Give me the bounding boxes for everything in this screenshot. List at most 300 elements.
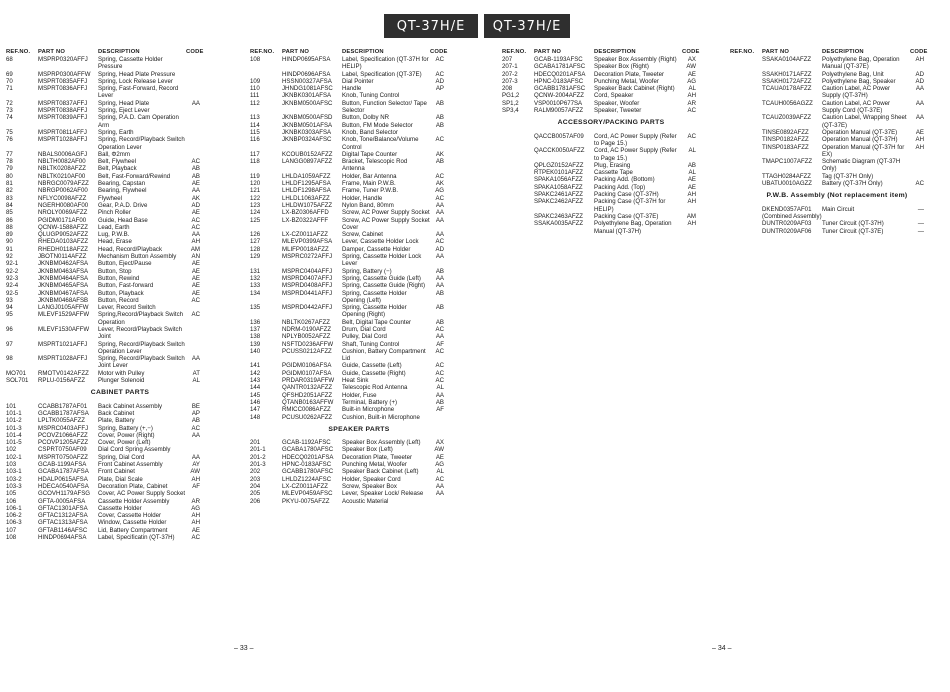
part-row (248, 319, 470, 326)
part-description: Cover, Power (Right) (98, 431, 155, 439)
part-code: AY (192, 461, 200, 469)
part-code (430, 129, 444, 136)
part-number: NBLTK0210AF00 (38, 172, 86, 180)
part-number: NGERH0080AF00 (38, 201, 89, 209)
part-description: Screw, AC Power Supply Socket Cover (342, 216, 430, 231)
part-description: Cassette Holder Assembly (98, 497, 170, 505)
part-number: HINDP0696AFSA (282, 70, 331, 78)
part-number: PCUSU0262AFZZ (282, 413, 333, 421)
model-banner-left: QT-37H/E (384, 14, 478, 38)
part-ref: 118 (250, 158, 260, 166)
part-code: AE (191, 282, 200, 290)
part-code: AL (436, 468, 444, 476)
parts-column-1 (4, 46, 236, 541)
part-ref: 142 (250, 369, 261, 377)
part-ref: 124 (250, 209, 261, 217)
part-ref: 131 (250, 267, 261, 275)
part-row (248, 384, 470, 391)
part-description: Digital Tape Counter (342, 150, 398, 158)
part-description: Decoration Plate, Tweeter (594, 70, 665, 78)
part-row (728, 173, 946, 180)
part-row (4, 129, 236, 136)
part-ref: 101 (6, 402, 17, 410)
part-row (4, 432, 236, 439)
part-number: MSPRT0837AFFJ (38, 99, 88, 107)
part-number: DKEND0357AF01 (Combined Assembly) (762, 205, 822, 220)
part-number: SPAKC2462AFZZ (534, 198, 583, 206)
part-ref: 126 (250, 231, 261, 239)
part-ref: 82 (6, 187, 13, 195)
part-code: AE (191, 526, 200, 534)
part-ref: 120 (250, 180, 261, 188)
part-code: AC (435, 347, 444, 355)
part-number: JKNBM0464AFSA (38, 274, 89, 282)
part-number: JKNBM0467AFSA (38, 289, 89, 297)
part-description: Dial Cord Spring Assembly (98, 446, 171, 454)
part-description: Plug, Erasing (594, 161, 631, 169)
part-number: QCNW-1588AFZZ (38, 223, 88, 231)
part-row (248, 268, 470, 275)
part-row (4, 268, 236, 275)
part-row (4, 290, 236, 297)
part-description: Button, Eject/Pause (98, 260, 152, 268)
part-code: BE (191, 402, 200, 410)
part-number: SPAKC2463AFZZ (534, 212, 583, 220)
part-number: MSPRP0320AFFJ (38, 56, 88, 63)
part-number: NSFTD0236AFFW (282, 340, 334, 348)
part-ref: 137 (250, 325, 261, 333)
part-number: MSPRD0408AFFJ (282, 282, 333, 290)
part-code: AA (435, 253, 444, 261)
part-number: CSPRT0750AF09 (38, 446, 87, 454)
part-ref: 108 (250, 56, 261, 63)
part-ref: 92 (6, 253, 13, 261)
part-description: Packing Case (QT-37H for HELIP) (594, 198, 666, 213)
part-number: SSAKA0035AFZZ (534, 220, 584, 228)
part-ref: 92-1 (6, 260, 19, 268)
part-row (4, 454, 236, 461)
part-row (728, 220, 946, 227)
part-number: DUNTR0209AF06 (762, 227, 812, 235)
part-row (4, 85, 236, 100)
part-description: Cushion, Battery Compartment Lid (342, 347, 426, 363)
part-ref: 92-5 (6, 289, 19, 297)
part-ref: 147 (250, 406, 261, 414)
part-number: HINDP0695AFSA (282, 56, 331, 63)
header-ref: REF.NO. (6, 48, 31, 55)
part-description: Packing Add. (Bottom) (594, 176, 655, 184)
part-number: TINSP0183AFZZ (762, 143, 809, 151)
part-description: Punching Metal, Woofer (342, 461, 407, 469)
part-row (4, 246, 236, 253)
part-description: Cord, AC Power Supply (Refer to Page 15.) (594, 132, 677, 147)
part-number: MLEVF1529AFFW (38, 311, 90, 319)
part-number: HDECQ0201AFSA (282, 453, 334, 461)
part-row (248, 392, 470, 399)
part-code: AC (435, 475, 444, 483)
part-code: AB (191, 417, 200, 425)
part-code: AH (915, 136, 924, 144)
part-description: Decoration Plate, Tweeter (342, 453, 413, 461)
part-description: Handle (342, 85, 362, 93)
part-row (500, 63, 722, 70)
part-code (430, 414, 444, 421)
part-description: Knob, Tuning Control (342, 92, 400, 100)
part-description: Packing Case (QT-37E) (594, 212, 659, 220)
part-row (4, 217, 236, 224)
part-code: AG (435, 461, 444, 469)
part-row (4, 498, 236, 505)
part-description: Guide, Head Base (98, 216, 148, 224)
part-number: MSPRT0750AFZZ (38, 453, 89, 461)
section-title: CABINET PARTS (90, 389, 150, 397)
part-row (248, 122, 470, 129)
part-number: LX-BZ0322AFFF (282, 216, 329, 224)
part-description: Nylon Band, 80mm (342, 201, 394, 209)
part-row (248, 476, 470, 483)
part-number: CCABB1787AF01 (38, 402, 88, 410)
part-ref: 103 (6, 461, 17, 469)
part-row (500, 92, 722, 99)
part-row (248, 483, 470, 490)
part-number: MSPRT0836AFFJ (38, 85, 88, 93)
part-row (4, 355, 236, 370)
part-row (4, 425, 236, 432)
part-code: AH (687, 198, 696, 206)
part-code: AA (435, 231, 444, 239)
part-number: JKNBK0301AFSA (282, 92, 332, 100)
part-row (500, 71, 722, 78)
part-ref: 207-2 (502, 70, 518, 78)
part-number: NBLTK0208AFZZ (38, 165, 86, 173)
part-description: Belt, Fast-Forward/Rewind (98, 172, 171, 180)
part-row (248, 85, 470, 92)
part-row (248, 217, 470, 232)
part-description: Plate, Battery (98, 417, 135, 425)
part-number: RHEDH0118AFZZ (38, 245, 89, 253)
part-code (186, 71, 200, 78)
part-row (500, 184, 722, 191)
part-code (186, 78, 200, 85)
part-row (248, 304, 470, 319)
part-ref: 88 (6, 223, 13, 231)
part-code: AC (435, 325, 444, 333)
part-number: QCNW-2004AFZZ (534, 92, 584, 100)
part-code: AA (191, 187, 200, 195)
part-ref: 106-2 (6, 512, 22, 520)
part-ref: 75 (6, 128, 13, 136)
part-row (248, 326, 470, 333)
part-number: SSAKH0172AFZZ (762, 77, 812, 85)
part-row (248, 180, 470, 187)
part-number: MSPRT0838AFFJ (38, 107, 88, 115)
part-ref (500, 198, 534, 213)
part-number: GCOVH1179AFSG (38, 490, 91, 498)
part-description: Lead, Earth (98, 223, 130, 231)
part-row (248, 246, 470, 253)
part-description: Spring, Battery (−) (342, 267, 392, 275)
part-row (248, 231, 470, 238)
part-description: Cassette Tape (594, 169, 633, 177)
part-row (4, 238, 236, 245)
column-header (248, 46, 470, 56)
part-code: AG (435, 187, 444, 195)
part-row (500, 85, 722, 92)
part-number: MSPRT0811AFFJ (38, 128, 87, 136)
part-ref: 207 (502, 56, 513, 63)
part-code (186, 326, 200, 341)
part-ref: 110 (250, 85, 260, 93)
part-ref: 68 (6, 56, 13, 63)
part-code: AL (688, 147, 696, 155)
part-ref: 95 (6, 311, 13, 319)
part-code: AA (435, 274, 444, 282)
part-number: LHLDW1075AFZZ (282, 201, 333, 209)
part-ref (728, 56, 762, 71)
part-code: AA (191, 231, 200, 239)
part-description: Cover, AC Power Supply Socket (98, 490, 186, 498)
part-description: Spring, Cassette Holder Opening (Right) (342, 304, 407, 319)
part-number: TCAUA0178AFZZ (762, 85, 812, 93)
part-ref: 138 (250, 333, 261, 341)
part-description: Spring, Record/Playback Switch Operation Lever (98, 340, 185, 355)
part-ref (728, 129, 762, 136)
part-row (248, 114, 470, 121)
part-ref: 94 (6, 304, 13, 312)
part-code: AB (435, 267, 444, 275)
part-code: AB (435, 99, 444, 107)
part-ref: 92-3 (6, 274, 19, 282)
part-ref: 121 (250, 187, 261, 195)
part-description: Polyethylene Bag, Speaker (822, 77, 896, 85)
column-header (728, 46, 946, 56)
part-code: AC (191, 424, 200, 432)
part-ref: 76 (6, 136, 13, 144)
part-description: Spring, Cassette Holder Pressure (98, 56, 163, 71)
part-number: QTANB0163AFFW (282, 398, 334, 406)
part-number: JKNBM0463AFSA (38, 267, 89, 275)
part-description: Tuner Circuit (QT-37E) (822, 227, 884, 235)
part-ref: 201-3 (250, 461, 266, 469)
part-number: MSPRT1021AFFJ (38, 340, 88, 348)
part-ref (728, 78, 762, 85)
part-description: Spring, Cassette Holder Opening (Left) (342, 289, 407, 304)
part-description: Back Cabinet Assembly (98, 402, 163, 410)
part-code: AC (435, 377, 444, 385)
part-code: AG (687, 77, 696, 85)
part-description: Spring, Record/Playback Switch Operation Lever (98, 136, 185, 151)
part-ref (728, 85, 762, 100)
part-ref (500, 191, 534, 198)
parts-column-2 (248, 46, 470, 505)
part-number: TCAUH0056AGZZ (762, 99, 813, 107)
part-description: Lever, Speaker Lock/ Release (342, 490, 424, 498)
part-number: RTPEK0101AFZZ (534, 169, 583, 177)
part-code: AD (435, 245, 444, 253)
part-number: SPAKA1056AFZZ (534, 176, 583, 184)
part-code (186, 341, 200, 356)
part-code: AK (435, 180, 444, 188)
part-code: AH (915, 143, 924, 151)
part-number: GFTAC1313AFSA (38, 519, 88, 527)
part-ref: 89 (6, 231, 13, 239)
part-description: Knob, Band Selector (342, 128, 398, 136)
part-ref: 101-5 (6, 439, 22, 447)
column-header (500, 46, 722, 56)
part-number: TMAPC1007AFZZ (762, 158, 813, 166)
part-row (248, 399, 470, 406)
part-row (4, 490, 236, 497)
part-ref: 86 (6, 216, 13, 224)
part-ref: 148 (250, 413, 261, 421)
part-code: AB (435, 121, 444, 129)
part-code: AM (686, 212, 696, 220)
part-description: Button, Playback (98, 289, 144, 297)
part-row (248, 209, 470, 216)
part-row (728, 71, 946, 78)
part-row (500, 133, 722, 148)
part-ref: 201 (250, 439, 261, 447)
part-row (248, 348, 470, 363)
part-description: Window, Cassette Holder (98, 519, 167, 527)
part-description: Head, Erase (98, 238, 132, 246)
header-ref: REF.NO. (502, 48, 527, 55)
part-description: Spring,Record/Playback Switch Operation (98, 311, 184, 326)
part-ref: 146 (250, 398, 261, 406)
part-number: TINSE0892AFZZ (762, 128, 809, 136)
part-number: PCOVP1205AFZZ (38, 439, 89, 447)
part-ref (728, 144, 762, 159)
part-row (500, 162, 722, 169)
part-row (500, 176, 722, 183)
part-ref: 80 (6, 172, 13, 180)
parts-column-3 (500, 46, 722, 235)
part-description: Button, FM Mode Selector (342, 121, 413, 129)
part-description: Spring, Head Plate Pressure (98, 70, 176, 78)
part-row (728, 228, 946, 235)
part-code (186, 490, 200, 497)
part-ref: 101-4 (6, 431, 22, 439)
part-description: Button, Function Selector/ Tape Selector (342, 99, 427, 115)
part-number: NROLY0069AFZZ (38, 209, 88, 217)
part-row (4, 534, 236, 541)
part-description: Spring, Dial Cord (98, 453, 145, 461)
part-ref: 141 (250, 362, 261, 370)
part-number: SPAKC2461AFZZ (534, 191, 583, 199)
part-code: AC (435, 238, 444, 246)
part-ref (728, 220, 762, 227)
header-part: PART NO (534, 48, 562, 55)
part-row (248, 490, 470, 497)
part-description: Flywheel (98, 194, 123, 202)
part-description: Label, Specificatin (QT-37H) (98, 534, 175, 541)
part-code (186, 304, 200, 311)
part-description: Lever, Cassette Holder Lock (342, 238, 419, 246)
part-ref: 205 (250, 490, 261, 498)
header-desc: DESCRIPTION (342, 48, 384, 55)
part-number: GCABA1780AFSC (282, 446, 334, 454)
part-row (248, 282, 470, 289)
part-code: AX (687, 56, 696, 63)
part-number: JKNBP0324AFSC (282, 136, 332, 144)
part-description: Packing Add. (Top) (594, 183, 646, 191)
part-description: Cord, Speaker (594, 92, 634, 100)
part-ref: 101-2 (6, 417, 22, 425)
part-code: AL (688, 85, 696, 93)
part-description: Cover, Power (Left) (98, 439, 151, 447)
part-code: AR (191, 497, 200, 505)
part-code: AA (435, 490, 444, 498)
part-ref (248, 71, 282, 78)
part-code: AL (192, 377, 200, 385)
part-ref (728, 180, 762, 187)
part-ref: 93 (6, 296, 13, 304)
part-row (4, 78, 236, 85)
part-description: Spring, Lock Release Lever (98, 77, 173, 85)
part-row (728, 136, 946, 143)
part-row (500, 107, 722, 114)
part-row (500, 147, 722, 162)
part-ref: 122 (250, 194, 261, 202)
part-description: Terminal, Battery (+) (342, 398, 398, 406)
part-row (4, 403, 236, 410)
part-number: LPLTK0055AFZZ (38, 417, 85, 425)
part-description: Polyethylene Bag, Operation Manual (QT-37H) (594, 220, 672, 235)
part-code: AC (435, 362, 444, 370)
header-code: CODE (910, 48, 928, 55)
part-description: Speaker Box Assembly (Right) (594, 56, 677, 63)
part-ref: 140 (250, 347, 261, 355)
part-ref: 132 (250, 274, 261, 282)
part-code: AA (191, 99, 200, 107)
part-description: Front Cabinet Assembly (98, 461, 163, 469)
part-number: MSPRP0300AFFW (38, 70, 91, 78)
part-ref (500, 184, 534, 191)
part-description: Polyethylene Bag, Operation Manual (QT-37E) (822, 56, 900, 71)
part-row (728, 56, 946, 71)
part-description: Speaker Back Cabinet (Left) (342, 468, 419, 476)
part-description: Cover, Cassette Holder (98, 512, 161, 520)
model-banner-right: QT-37H/E (484, 14, 570, 38)
part-code: AA (191, 431, 200, 439)
part-ref: 79 (6, 165, 13, 173)
part-row (728, 129, 946, 136)
part-number: PKYU-0075AFZZ (282, 497, 330, 505)
part-row (500, 220, 722, 235)
part-ref: 85 (6, 209, 13, 217)
page-number-left: – 33 – (234, 645, 254, 652)
part-number: MLEVP0399AFSA (282, 238, 333, 246)
part-description: Head, Record/Playback (98, 245, 163, 253)
part-description: Holder, Speaker Cord (342, 475, 401, 483)
part-ref: 143 (250, 377, 261, 385)
part-code (186, 129, 200, 136)
part-row (248, 129, 470, 136)
part-code: AX (435, 439, 444, 447)
part-number: MSPRD0441AFFJ (282, 289, 333, 297)
part-description: Bearing, Capstan (98, 180, 146, 188)
part-code: AE (191, 289, 200, 297)
part-ref: 101-1 (6, 409, 22, 417)
part-description: Dial Pointer (342, 77, 374, 85)
part-description: Tag (QT-37H Only) (822, 172, 874, 180)
part-code: AD (915, 77, 924, 85)
part-description: Plunger Solenoid (98, 377, 145, 385)
part-row (4, 100, 236, 107)
part-description: Pulley, Dial Cord (342, 333, 387, 341)
part-row (4, 476, 236, 483)
part-code: AC (191, 534, 200, 541)
